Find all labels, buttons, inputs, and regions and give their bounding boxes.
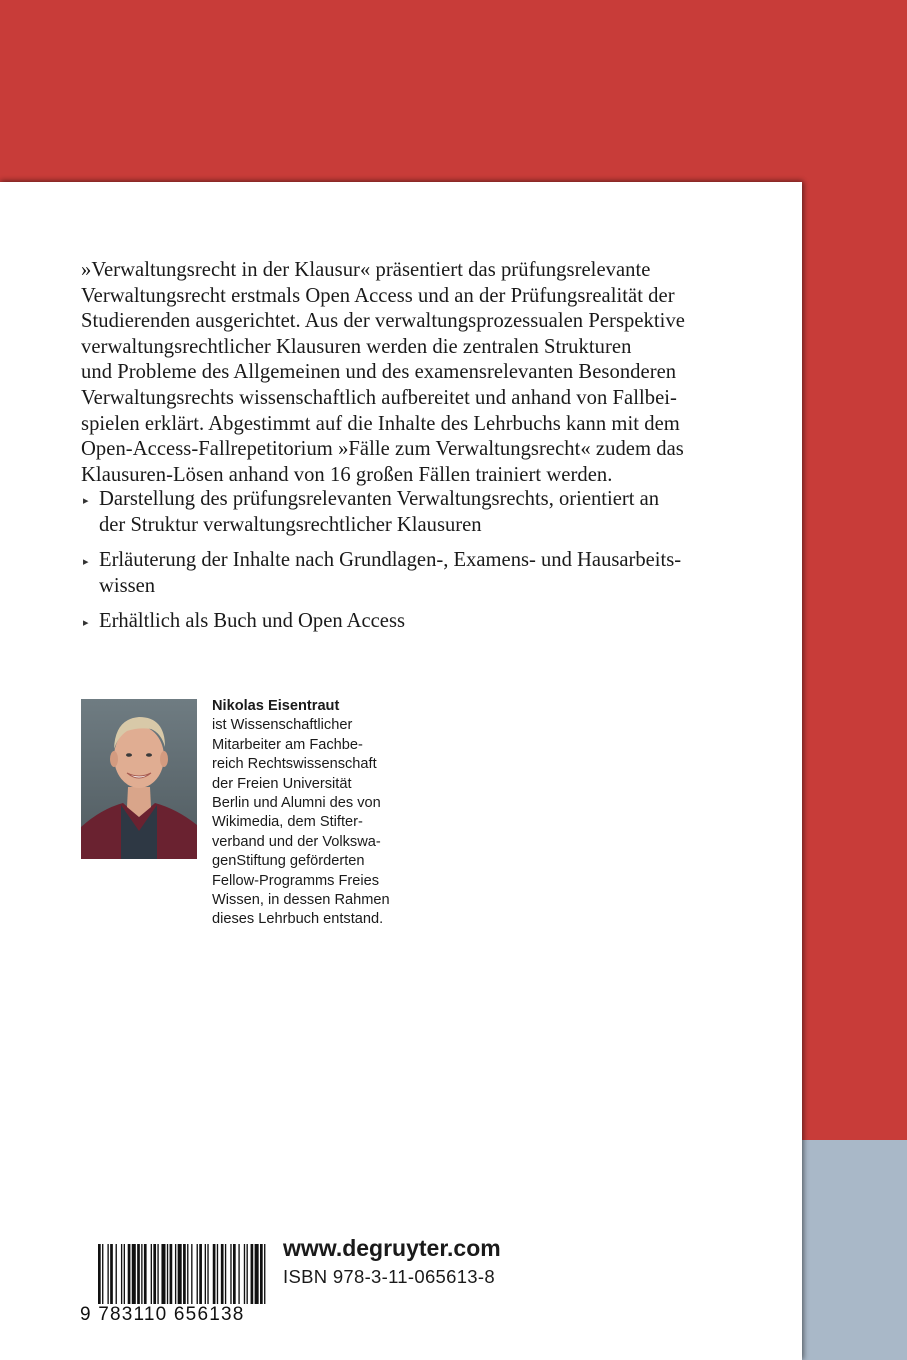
gray-strip — [800, 1140, 907, 1360]
author-bio-line: Fellow-Programms Freies — [212, 872, 380, 889]
author-bio-line: Wikimedia, dem Stifter- — [212, 814, 363, 831]
barcode-bar — [247, 1244, 248, 1312]
barcode-bar — [238, 1244, 239, 1312]
barcode-number: 9 783110 656138 — [80, 1304, 272, 1326]
barcode-bar — [230, 1244, 231, 1312]
barcode-bar — [110, 1244, 113, 1312]
barcode-bar — [141, 1244, 142, 1312]
feature-line: Darstellung des prüfungsrelevanten Verwaltungsrechts, orientiert an — [99, 488, 660, 510]
description-line: Klausuren-Lösen anhand von 16 großen Fällen trainiert werden. — [81, 463, 613, 486]
feature-item — [81, 487, 731, 538]
description-text — [81, 258, 723, 488]
description-line: verwaltungsrechtlicher Klausuren werden die zentralen Strukturen — [81, 335, 632, 358]
bullet-triangle-icon: ▸ — [83, 617, 89, 630]
author-bio-line: Mitarbeiter am Fachbe- — [212, 736, 363, 753]
barcode-bar — [205, 1244, 206, 1312]
feature-line: wissen — [99, 574, 156, 597]
description-line: »Verwaltungsrecht in der Klausur« präsentiert das prüfungsrelevante — [81, 259, 651, 281]
barcode-bar — [107, 1244, 108, 1312]
author-bio-line: Wissen, in dessen Rahmen — [212, 892, 390, 909]
description-line: spielen erklärt. Abgestimmt auf die Inhalte des Lehrbuchs kann mit dem — [81, 412, 680, 435]
barcode-bar — [157, 1244, 158, 1312]
barcode-bar — [124, 1244, 125, 1312]
feature-line: der Struktur verwaltungsrechtlicher Klausuren — [99, 513, 482, 536]
author-bio-line: verband und der Volkswa- — [212, 833, 381, 850]
description-line: Open-Access-Fallrepetitorium »Fälle zum Verwaltungsrecht« zudem das — [81, 438, 684, 461]
barcode-bar — [260, 1244, 263, 1312]
barcode-bar — [225, 1244, 226, 1312]
barcode-bar — [187, 1244, 188, 1312]
description-line: Verwaltungsrecht erstmals Open Access und an der Prüfungsrealität der — [81, 284, 675, 307]
author-portrait-image — [81, 699, 197, 859]
barcode-bar — [161, 1244, 165, 1312]
barcode-bar — [121, 1244, 122, 1312]
feature-list — [81, 487, 731, 645]
barcode-bar — [132, 1244, 136, 1312]
feature-line: Erläuterung der Inhalte nach Grundlagen-, Examens- und Hausarbeits- — [99, 549, 682, 572]
barcode-bar — [178, 1244, 182, 1312]
barcode-bar — [153, 1244, 156, 1312]
description-line: und Probleme des Allgemeinen und des examensrelevanten Besonderen — [81, 361, 677, 384]
bullet-triangle-icon: ▸ — [83, 556, 89, 569]
barcode-bar — [191, 1244, 192, 1312]
bullet-triangle-icon: ▸ — [83, 495, 89, 507]
author-bio-line: reich Rechtswissenschaft — [212, 756, 377, 773]
isbn-text: ISBN 978-3-11-065613-8 — [283, 1266, 495, 1287]
author-bio-line: ist Wissenschaftlicher — [212, 717, 353, 734]
publisher-website: www.degruyter.com — [283, 1235, 501, 1261]
barcode-bar — [137, 1244, 140, 1312]
barcode-bar — [151, 1244, 152, 1312]
barcode-bar — [170, 1244, 173, 1312]
barcode-bar — [213, 1244, 216, 1312]
barcode-bar — [244, 1244, 245, 1312]
barcode-bar — [128, 1244, 131, 1312]
author-bio-line: genStiftung geförderten — [212, 853, 365, 870]
feature-line: Erhältlich als Buch und Open Access — [99, 610, 405, 633]
barcode-bar — [144, 1244, 147, 1312]
author-photo — [81, 699, 197, 859]
description-line: Verwaltungsrechts wissenschaftlich aufbereitet und anhand von Fallbei- — [81, 386, 677, 409]
feature-item — [81, 548, 731, 599]
barcode-bar — [183, 1244, 186, 1312]
author-name: Nikolas Eisentraut — [212, 698, 340, 714]
barcode-bar — [251, 1244, 254, 1312]
barcode-bar — [116, 1244, 117, 1312]
author-bio — [212, 697, 412, 930]
barcode-bar — [197, 1244, 198, 1312]
description-line: Studierenden ausgerichtet. Aus der verwaltungsprozessualen Perspektive — [81, 310, 685, 333]
barcode-bar — [199, 1244, 202, 1312]
barcode-bar — [233, 1244, 236, 1312]
author-bio-line: dieses Lehrbuch entstand. — [212, 911, 384, 928]
feature-item — [81, 609, 731, 635]
author-bio-line: Berlin und Alumni des von — [212, 795, 381, 812]
barcode-bar — [167, 1244, 168, 1312]
barcode-bar — [175, 1244, 176, 1312]
barcode-bar — [207, 1244, 208, 1312]
author-bio-line: der Freien Universität — [212, 775, 352, 792]
barcode-bar — [255, 1244, 259, 1312]
